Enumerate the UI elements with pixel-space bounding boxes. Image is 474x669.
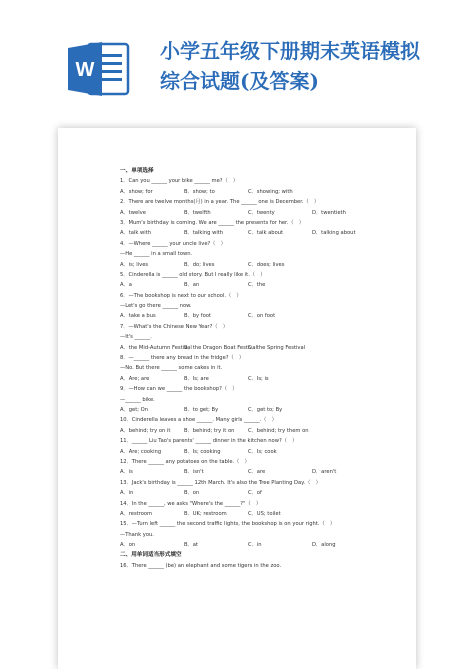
answer-options (120, 228, 410, 238)
answer-option: B．twelfth (184, 209, 211, 216)
answer-option: B．the Dragon Boat Festival (184, 344, 257, 351)
answer-option: C．the (248, 282, 266, 289)
title-line-2: 综合试题(及答案) (160, 69, 319, 93)
answer-option: C．Is; is (248, 375, 269, 382)
answer-option: A．Are; are (120, 375, 150, 382)
header-banner (0, 0, 474, 140)
answer-options (120, 260, 410, 270)
answer-options (120, 343, 410, 353)
answer-options (120, 426, 410, 436)
answer-option: A．twelve (120, 209, 146, 216)
answer-option: D．talking about (312, 230, 356, 237)
answer-options (120, 509, 410, 519)
answer-options (120, 540, 410, 550)
answer-options (120, 467, 410, 477)
question-line: 1．Can you ______ your bike ______ me?（ ） (120, 178, 239, 185)
answer-option: D．aren't (312, 469, 337, 476)
answer-option: D．twentieth (312, 209, 346, 216)
answer-option: C．does; lives (248, 261, 285, 268)
answer-options (120, 488, 410, 498)
section-heading-2: 二、用单词适当形式填空 (120, 552, 182, 559)
document-title (160, 36, 460, 96)
answer-option: B．do; lives (184, 261, 215, 268)
answer-option: C．on foot (248, 313, 276, 320)
answer-option: B．by foot (184, 313, 211, 320)
answer-option: B．on (184, 490, 200, 497)
answer-option: B．show; to (184, 188, 215, 195)
answer-option: B．an (184, 282, 200, 289)
answer-option: B．to get; By (184, 406, 219, 413)
answer-options (120, 374, 410, 384)
question-line: 13．Jack's birthday is ______ 12th March. It's also the Tree Planting Day.（ ） (120, 479, 321, 486)
question-16: 16．There ______ (be) an elephant and some tigers in the zoo. (120, 562, 282, 569)
exam-content (120, 166, 410, 571)
answer-option: C．the Spring Festival (248, 344, 306, 351)
question-line: —No. But there ______ some cakes in it. (120, 365, 223, 372)
answer-option: A．behind; try on it (120, 427, 171, 434)
answer-option: C．behind; try them on (248, 427, 309, 434)
question-line: 2．There are twelve months(月) in a year. The ______ one is December.（ ） (120, 199, 320, 206)
answer-option: A．is (120, 469, 133, 476)
question-line: —______ bike. (120, 396, 155, 403)
section-heading-1: 一、单项选择 (120, 168, 154, 174)
answer-options (120, 405, 410, 415)
question-line: 12．There ______ any potatoes on the table.（ ） (120, 458, 250, 465)
answer-option: C．Is; cook (248, 448, 277, 455)
answer-option: A．a (120, 282, 132, 289)
question-line: 10．Cinderella leaves a shoe ______. Many girls ______.（ ） (120, 417, 277, 424)
answer-options (120, 447, 410, 457)
answer-option: A．Are; cooking (120, 448, 162, 455)
question-line: 7．—What's the Chinese New Year?（ ） (120, 323, 228, 330)
answer-options (120, 208, 410, 218)
answer-option: C．of (248, 490, 262, 497)
question-line: 11．______ Liu Tao's parents' ______ dinner in the kitchen now?（ ） (120, 438, 298, 445)
answer-option: B．talking with (184, 230, 224, 237)
question-line: 4．—Where ______ your uncle live?（ ） (120, 240, 226, 247)
answer-option: C．showing; with (248, 188, 293, 195)
answer-option: A．in (120, 490, 134, 497)
question-line: 5．Cinderella is ______ old story. But I really like it.（ ） (120, 271, 266, 278)
question-list (120, 176, 410, 550)
answer-option: C．are (248, 469, 266, 476)
answer-option: B．at (184, 542, 198, 549)
answer-option: A．the Mid-Autumn Festival (120, 344, 192, 351)
question-line: 8．—______ there any bread in the fridge?（ ） (120, 355, 245, 362)
question-line: 6．—The bookshop is next to our school.（ ） (120, 292, 242, 299)
word-logo-icon (66, 36, 132, 102)
answer-option: B．Is; cooking (184, 448, 221, 455)
answer-option: C．in (248, 542, 262, 549)
question-line: 9．—How can we ______ the bookshop?（ ） (120, 386, 238, 393)
answer-option: A．restroom (120, 510, 153, 517)
answer-option: C．US; toilet (248, 510, 281, 517)
answer-option: C．get to; By (248, 406, 283, 413)
title-line-1: 小学五年级下册期末英语模拟 (160, 39, 420, 63)
answer-options (120, 187, 410, 197)
answer-option: B．Is; are (184, 375, 209, 382)
answer-option: B．UK; restroom (184, 510, 227, 517)
answer-option: B．behind; try it on (184, 427, 235, 434)
question-line: —It's ______. (120, 334, 152, 341)
answer-options (120, 311, 410, 321)
answer-option: A．show; for (120, 188, 153, 195)
answer-option: B．isn't (184, 469, 204, 476)
answer-options (120, 280, 410, 290)
logo-letter: W (75, 59, 95, 81)
answer-option: A．take a bus (120, 313, 156, 320)
answer-option: C．talk about (248, 230, 284, 237)
answer-option: D．along (312, 542, 336, 549)
question-line: 14．In the ______, we asks "Where's the ______?"（ ） (120, 500, 262, 507)
answer-option: A．get; On (120, 406, 149, 413)
document-page (58, 128, 416, 669)
question-line: —Let's go there ______ now. (120, 303, 192, 310)
question-line: 15．—Turn left ______ the second traffic lights, the bookshop is on your right.（ ） (120, 521, 336, 528)
question-line: 3．Mum's birthday is coming. We are ______ the presents for her.（ ） (120, 219, 304, 226)
answer-option: A．talk with (120, 230, 152, 237)
answer-option: A．on (120, 542, 136, 549)
question-line: —Thank you. (120, 531, 154, 538)
answer-option: A．is; lives (120, 261, 149, 268)
question-line: —He ______ in a small town. (120, 251, 193, 258)
answer-option: C．twenty (248, 209, 275, 216)
